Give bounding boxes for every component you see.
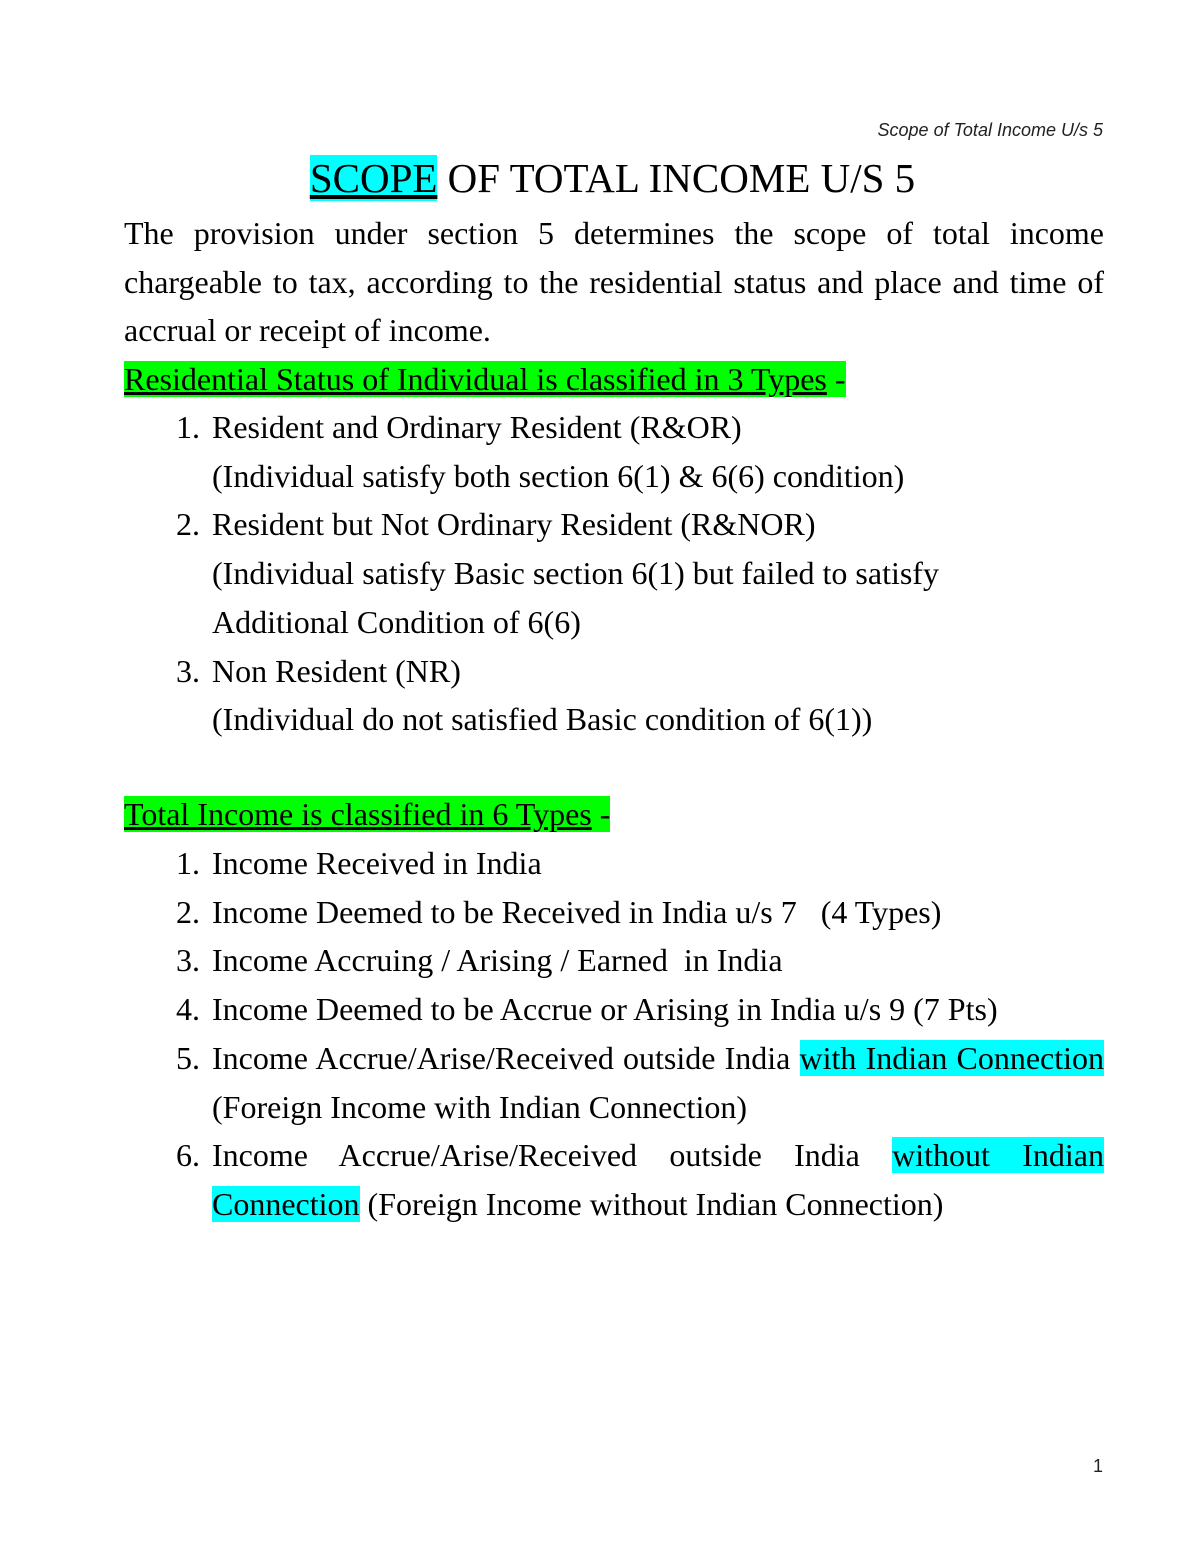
list-item-number: 2.	[176, 506, 200, 543]
list-item	[124, 1131, 1104, 1228]
list-item-text-before: Income Accrue/Arise/Received outside India	[212, 1137, 893, 1174]
list-item	[124, 936, 1104, 985]
list-item-number: 6.	[176, 1137, 200, 1174]
list-item	[124, 647, 1104, 744]
total-income-heading	[124, 790, 610, 839]
list-item-text: Resident but Not Ordinary Resident (R&NOR)	[212, 506, 816, 543]
page-title	[0, 152, 1200, 204]
list-item	[124, 403, 1104, 500]
list-item	[124, 888, 1104, 937]
list-item-note: (Individual do not satisfied Basic condition of 6(1))	[212, 701, 873, 738]
list-item-text: Resident and Ordinary Resident (R&OR)	[212, 409, 742, 445]
list-item-text: Income Deemed to be Received in India u/s 7 (4 Types)	[212, 893, 942, 930]
list-item-text: Income Received in India	[212, 845, 542, 881]
list-item	[124, 985, 1104, 1034]
with-indian-connection-highlight: with Indian Connection	[799, 1039, 1104, 1076]
running-header: Scope of Total Income U/s 5	[877, 120, 1103, 140]
list-item-text-after: (Foreign Income without Indian Connection)	[359, 1185, 944, 1222]
list-item-text: Non Resident (NR)	[212, 652, 461, 689]
residential-status-heading-text: Residential Status of Individual is classified in 3 Types	[124, 361, 827, 397]
residential-status-heading	[124, 355, 846, 404]
list-item-number: 3.	[176, 942, 200, 979]
list-item-number: 4.	[176, 991, 200, 1028]
list-item-note: (Individual satisfy both section 6(1) & 6(6) condition)	[212, 457, 905, 494]
list-item	[124, 839, 1104, 888]
list-item-number: 5.	[176, 1039, 200, 1076]
residential-status-list	[124, 403, 1104, 744]
list-item-number: 1.	[176, 409, 200, 445]
intro-paragraph: The provision under section 5 determines the scope of total income chargeable to tax, according to the residential status and place and time of accrual or receipt of income.	[124, 215, 1104, 349]
total-income-heading-text: Total Income is classified in 6 Types	[124, 796, 592, 832]
list-item	[124, 500, 1104, 646]
list-item-text: Income Deemed to be Accrue or Arising in India u/s 9 (7 Pts)	[212, 991, 998, 1028]
list-item-text-after: (Foreign Income with Indian Connection)	[212, 1088, 747, 1125]
list-item-text: Income Accruing / Arising / Earned in India	[212, 942, 783, 979]
list-item-number: 1.	[176, 845, 200, 881]
total-income-heading-suffix: -	[591, 796, 611, 832]
list-item-text	[212, 1131, 1104, 1228]
without-indian-connection-highlight: without Indian Connection	[212, 1137, 1105, 1222]
title-rest: OF TOTAL INCOME U/S 5	[437, 155, 916, 201]
page-number: 1	[1092, 1456, 1103, 1476]
residential-status-heading-suffix: -	[826, 361, 846, 397]
title-highlighted-word: SCOPE	[309, 155, 438, 201]
list-item-note: (Individual satisfy Basic section 6(1) but failed to satisfy Additional Condition of 6(6)	[212, 555, 939, 640]
total-income-list	[124, 839, 1104, 1229]
list-item-number: 2.	[176, 893, 200, 930]
list-item-text	[212, 1034, 1104, 1131]
list-item-text-before: Income Accrue/Arise/Received outside India	[212, 1039, 800, 1076]
list-item	[124, 1034, 1104, 1131]
list-item-number: 3.	[176, 652, 200, 689]
